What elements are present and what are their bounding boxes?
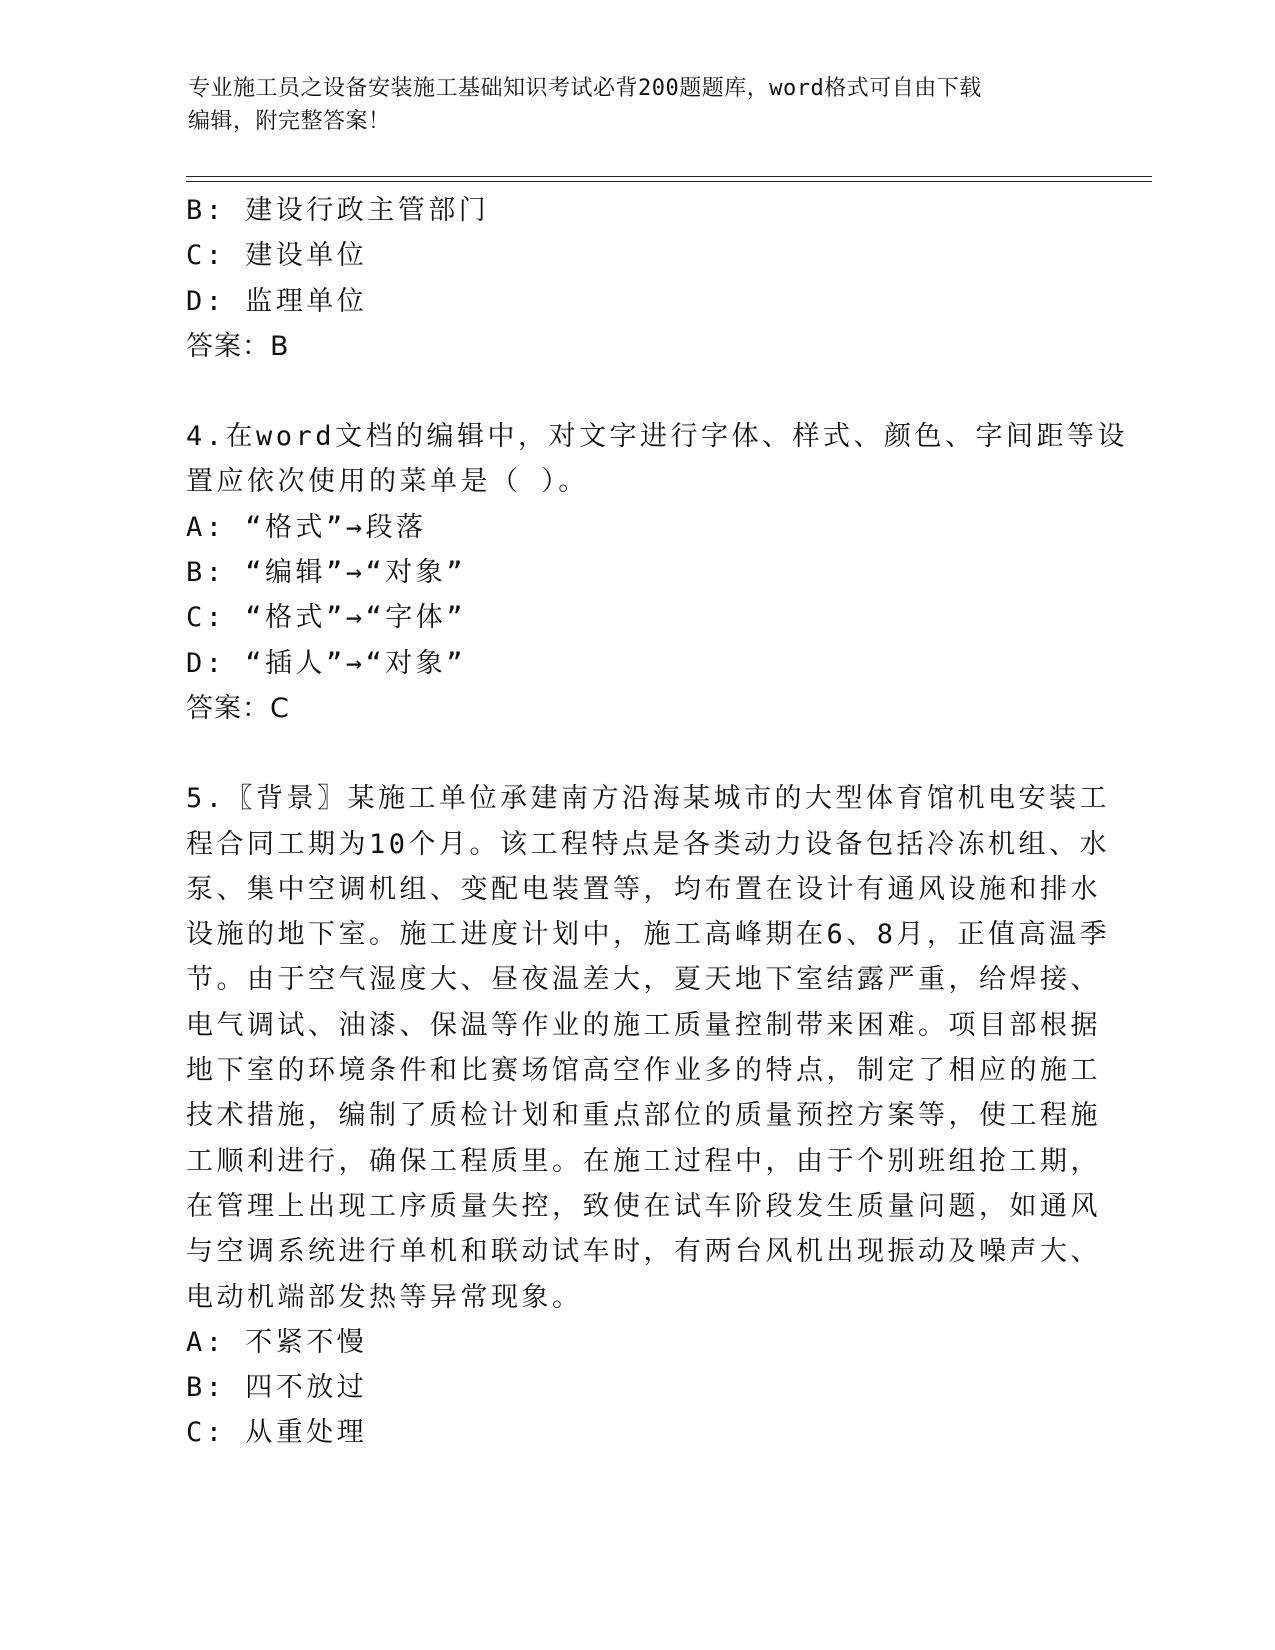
option-d: D: “插人”→“对象” (186, 647, 467, 679)
document-body (186, 188, 1129, 1456)
question-3-tail (186, 188, 1086, 369)
question-stem-line: 置应依次使用的菜单是（ ）。 (186, 466, 589, 498)
question-stem-line: 4.在word文档的编辑中，对文字进行字体、样式、颜色、字间距等设 (186, 421, 1129, 453)
question-stem-line: 泵、集中空调机组、变配电装置等，均布置在设计有通风设施和排水 (186, 873, 1101, 905)
header-divider-bottom (186, 181, 1152, 182)
option-b: B: “编辑”→“对象” (186, 557, 467, 589)
option-a: A: 不紧不慢 (186, 1326, 368, 1358)
question-5 (186, 776, 1111, 1455)
question-stem-line: 5.〖背景〗某施工单位承建南方沿海某城市的大型体育馆机电安装工 (186, 783, 1111, 815)
header-line-1: 专业施工员之设备安装施工基础知识考试必背200题题库，word格式可自由下载 (188, 76, 982, 101)
question-stem-line: 技术措施，编制了质检计划和重点部位的质量预控方案等，使工程施 (186, 1100, 1101, 1132)
question-stem-line: 地下室的环境条件和比赛场馆高空作业多的特点，制定了相应的施工 (186, 1055, 1101, 1087)
option-b: B: 建设行政主管部门 (186, 195, 490, 226)
option-b: B: 四不放过 (186, 1372, 368, 1404)
question-stem-line: 电动机端部发热等异常现象。 (186, 1281, 583, 1313)
spacer (186, 369, 1086, 414)
question-stem-line: 工顺利进行，确保工程质里。在施工过程中，由于个别班组抢工期， (186, 1145, 1101, 1177)
option-d: D: 监理单位 (186, 285, 368, 317)
spacer (186, 731, 1086, 776)
header-line-2: 编辑，附完整答案！ (188, 109, 391, 134)
question-stem-line: 与空调系统进行单机和联动试车时，有两台风机出现振动及噪声大、 (186, 1236, 1101, 1268)
question-4 (186, 414, 1129, 731)
question-stem-line: 设施的地下室。施工进度计划中，施工高峰期在6、8月，正值高温季 (186, 919, 1111, 951)
page-header (188, 72, 1088, 138)
question-stem-line: 电气调试、油漆、保温等作业的施工质量控制带来困难。项目部根据 (186, 1009, 1101, 1041)
question-stem-line: 程合同工期为10个月。该工程特点是各类动力设备包括冷冻机组、水 (186, 828, 1111, 860)
option-c: C: 建设单位 (186, 240, 368, 272)
option-c: C: 从重处理 (186, 1417, 368, 1449)
question-stem-line: 在管理上出现工序质量失控，致使在试车阶段发生质量问题，如通风 (186, 1190, 1101, 1222)
option-a: A: “格式”→段落 (186, 511, 427, 543)
header-divider-top (186, 176, 1152, 177)
answer: 答案：B (186, 330, 290, 362)
option-c: C: “格式”→“字体” (186, 602, 467, 634)
answer: 答案：C (186, 692, 290, 724)
question-stem-line: 节。由于空气湿度大、昼夜温差大，夏天地下室结露严重，给焊接、 (186, 964, 1101, 996)
